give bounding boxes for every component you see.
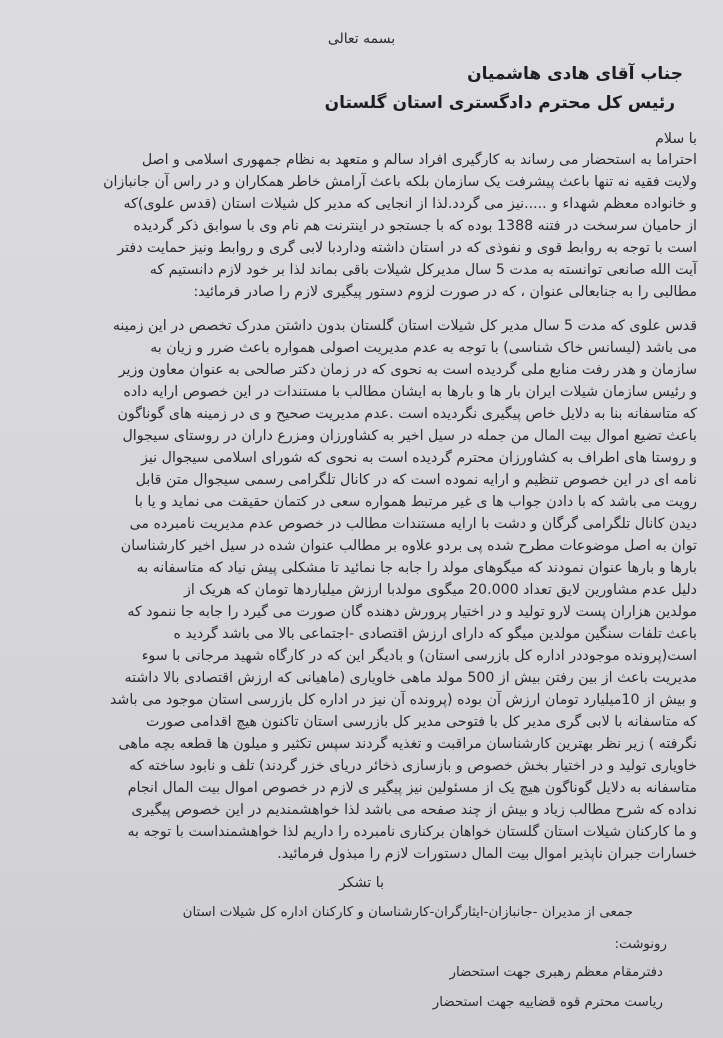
signature-line: جمعی از مدیران -جانبازان-ایثارگران-کارشناسان و کارکنان اداره کل شیلات استان (182, 905, 633, 920)
para2-line: و بیش از 10میلیارد تومان ارزش آن بوده (پرونده آن نیز در اداره کل بازرسی استان موجود می باشد (109, 692, 697, 708)
para2-line: نگرفته ) زیر نظر بهترین کارشناسان مراقبت و تغذیه گردند سپس تکثیر و میلون ها قطعه بچه ماهی (118, 736, 697, 752)
greeting: با سلام (655, 131, 697, 147)
para2-line: خسارات جبران ناپذیر اموال بیت المال دستورات لازم را مبذول فرمائید. (277, 846, 697, 862)
para2-line: است(پرونده موجوددر اداره کل بازرسی استان) و بادیگر این که در کارگاه شهید مرجانی با سوء (141, 648, 697, 664)
para1-line: است با توجه به روابط قوی و نفوذی که در استان داشته وداردبا لابی گری و روابط ونیز حمایت دفتر (117, 240, 697, 256)
addressee-title: رئیس کل محترم دادگستری استان گلستان (324, 93, 675, 113)
cc-item: ریاست محترم قوه قضاییه جهت استحضار (432, 995, 663, 1010)
para2-line: دلیل عدم مشاورین لایق تعداد 20.000 میگوی مولدبا ارزش میلیاردها تومان که هریک از (183, 582, 697, 598)
para2-line: متاسفانه به دلایل گوناگون هیچ یک از مسئولین نیز پیگیر ی لازم در خصوص اموال بیت المال انجام (127, 780, 697, 796)
para1-line: احتراما به استحضار می رساند به کارگیری افراد سالم و متعهد به نظام جمهوری اسلامی و اصل (141, 152, 697, 168)
cc-label: رونوشت: (614, 937, 667, 952)
closing-thanks: با تشکر (338, 875, 385, 891)
letter-heading: بسمه تعالی (327, 31, 396, 47)
cc-item: دفترمقام معظم رهبری جهت استحضار (449, 965, 663, 980)
para2-line: و رئیس سازمان شیلات ایران بار ها و بارها به ایشان مطالب با مستندات در این خصوص ارایه داده (123, 384, 697, 400)
para2-line: باعث تضیع اموال بیت المال من جمله در سیل اخیر به کشاورزان ومزرع داران در روستای سیجوال (122, 428, 697, 444)
para2-line: بارها و بارها عنوان نمودند که میگوهای مولد را جابه جا نمائید تا مشکلی پیش نیاد که متاسفانه به (136, 560, 697, 576)
para2-line: می باشد (لیسانس خاک شناسی) با توجه به عدم مدیریت اصولی همواره باعث ضرر و زیان به (150, 340, 697, 356)
para2-line: و ما کارکنان شیلات استان گلستان خواهان برکناری نامبرده را داریم لذا خواهشمنداست با توجه به (127, 824, 697, 840)
para2-line: مولدین هزاران پست لارو تولید و در اختیار پرورش دهنده گان صورت می گیرد را جابه جا ننمود که (127, 604, 697, 620)
para1-line: ولایت فقیه نه تنها باعث پیشرفت یک سازمان بلکه باعث آرامش خاطر همکاران و در راس آن جانبازان (103, 174, 697, 190)
addressee-name: جناب آقای هادی هاشمیان (467, 64, 683, 84)
para2-line: توان به اصل موضوعات مطرح شده پی بردو علاوه بر مطالب عنوان شده در سیل اخیر کارشناسان (120, 538, 697, 554)
para2-line: رویت می باشد که با دادن جواب ها ی غیر مرتبط همواره سعی در کتمان حقیقت می نماید و یا با (134, 494, 697, 510)
para2-line: مدیریت باعث از بین رفتن بیش از 500 مولد ماهی خاویاری (ماهیانی که ارزش اقتصادی بالا داشته (124, 670, 697, 686)
para1-line: و خانواده معظم شهداء و .....نیز می گردد.لذا از انجایی که مدیر کل شیلات استان (قدس علوی)که (123, 196, 697, 212)
para2-line: سازمان و هدر رفت منابع ملی گردیده است به نحوی که در زمان دکتر صالحی به عنوان معاون وزیر (118, 362, 697, 378)
para2-line: قدس علوی که مدت 5 سال مدیر کل شیلات استان گلستان بدون داشتن مدرک تخصص در این زمینه (112, 318, 697, 334)
para1-line: مطالبی را به جنابعالی عنوان ، که در صورت لزوم دستور پیگیری لازم را صادر فرمائید: (193, 284, 697, 300)
para1-line: آیت الله صانعی توانسته به مدت 5 سال مدیرکل شیلات باقی بماند لذا بر خود لازم دانستیم که (149, 262, 697, 278)
para2-line: باعث تلفات سنگین مولدین میگو که دارای ارزش اقتصادی -اجتماعی بالا می باشد گردید ه (173, 626, 697, 642)
para2-line: نداده که شرح مطالب زیاد و بیش از چند صفحه می باشد لذا خواهشمندیم در این خصوص پیگیری (131, 802, 697, 818)
para2-line: خاویاری تولید و در اختیار بخش خصوص و بازسازی ذخائر دریای خزر گردند) تلف و نابود ساخته که (129, 758, 697, 774)
para2-line: دیدن کانال تلگرامی گرگان و دشت با ارایه مستندات مطالب در خصوص عدم مدیریت نامبرده می (129, 516, 697, 532)
para1-line: از حامیان سرسخت در فتنه 1388 بوده که با جستجو در اینترنت هم نام وی با سوابق ذکر گردیده (133, 218, 697, 234)
para2-line: و روستا های اطراف به کشاورزان محترم گردیده است به نحوی که شورای اسلامی سیجوال نیز (141, 450, 697, 466)
para2-line: نامه ای در این خصوص تنظیم و ارایه نموده است که در کانال تلگرامی رسمی سیجوال متن قابل (135, 472, 697, 488)
para2-line: که متاسفانه با لابی گری مدیر کل با فتوحی مدیر کل بازرسی استان تاکنون هیچ اقدامی صورت (145, 714, 697, 730)
para2-line: که متاسفانه بنا به دلایل خاص پیگیری نگردیده است .عدم مدیریت صحیح و ی در زمینه های گوناگون (117, 406, 697, 422)
